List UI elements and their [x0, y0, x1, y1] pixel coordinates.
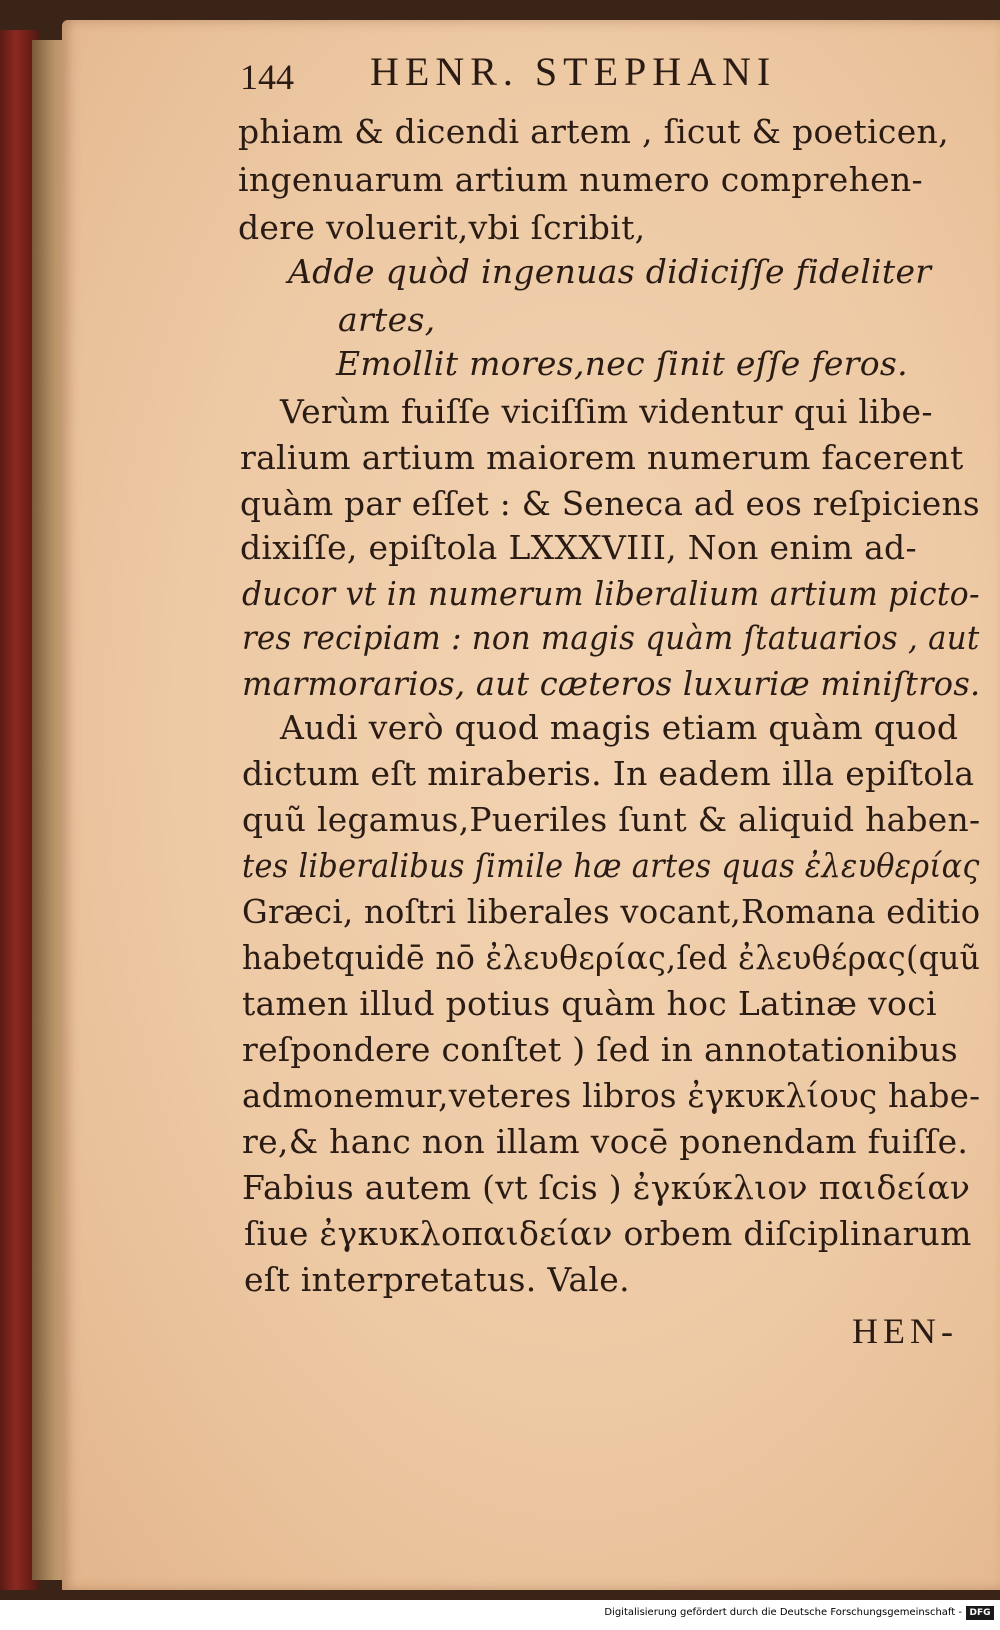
text-line: tamen illud potius quàm hoc Latinæ voci	[242, 984, 937, 1023]
text-line: re,& hanc non illam vocē ponendam fuiſſe.	[242, 1122, 969, 1161]
book-page	[62, 20, 1000, 1590]
running-head: HENR. STEPHANI	[370, 49, 777, 94]
text-line: artes,	[338, 300, 436, 339]
catchword: HEN-	[852, 1311, 958, 1351]
text-line: quàm par eſſet : & Seneca ad eos reſpiciens	[240, 484, 980, 523]
text-line: admonemur,veteres libros ἐγκυκλίους habe-	[242, 1076, 981, 1115]
text-line: dixiſſe, epiſtola LXXXVIII, Non enim ad-	[240, 528, 917, 567]
text-line: tes liberalibus ſimile hæ artes quas ἐλευθερίας	[242, 846, 980, 885]
text-line: eſt interpretatus. Vale.	[244, 1260, 630, 1299]
page-number: 144	[240, 57, 294, 97]
text-line: phiam & dicendi artem , ſicut & poeticen,	[238, 112, 949, 151]
text-line: res recipiam : non magis quàm ſtatuarios , aut	[242, 618, 980, 657]
text-line: Adde quòd ingenuas didiciſſe fideliter	[288, 252, 932, 291]
text-line: ralium artium maiorem numerum facerent	[240, 438, 964, 477]
text-line: dictum eſt miraberis. In eadem illa epiſtola	[242, 754, 975, 793]
dfg-logo: DFG	[966, 1606, 994, 1620]
text-line: Audi verò quod magis etiam quàm quod	[280, 708, 959, 747]
text-line: dere voluerit,vbi ſcribit,	[238, 208, 646, 247]
text-line: ingenuarum artium numero comprehen-	[238, 160, 923, 199]
funding-credit: Digitalisierung gefördert durch die Deutsche Forschungsgemeinschaft -	[604, 1607, 962, 1618]
text-line: marmorarios, aut cæteros luxuriæ miniſtros.	[242, 664, 981, 703]
text-line: quũ legamus,Pueriles ſunt & aliquid haben-	[242, 800, 981, 839]
text-line: Fabius autem (vt ſcis ) ἐγκύκλιον παιδείαν	[242, 1168, 971, 1207]
text-line: habetquidē nō ἐλευθερίας,ſed ἐλευθέρας(quũ	[242, 938, 981, 977]
text-line: Græci, noſtri liberales vocant,Romana editio	[242, 892, 981, 931]
text-line: Verùm fuiſſe viciſſim videntur qui libe-	[280, 392, 933, 431]
text-line: ſiue ἐγκυκλοπαιδείαν orbem diſciplinarum	[244, 1214, 972, 1253]
text-line: reſpondere conſtet ) ſed in annotationibus	[242, 1030, 958, 1069]
text-line: Emollit mores,nec ſinit eſſe feros.	[336, 344, 908, 383]
digitization-footer	[0, 1600, 1000, 1630]
text-line: ducor vt in numerum liberalium artium picto-	[242, 574, 980, 613]
